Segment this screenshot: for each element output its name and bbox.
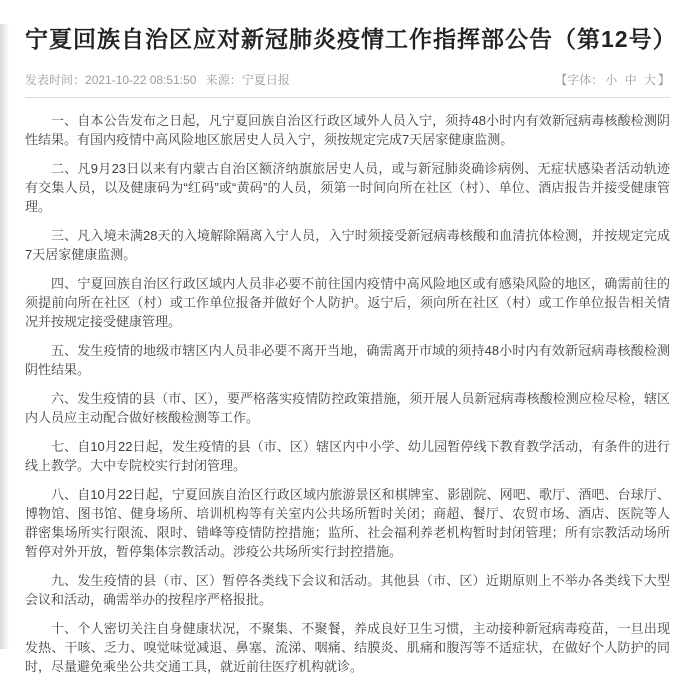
- paragraph: 十、个人密切关注自身健康状况，不聚集、不聚餐，养成良好卫生习惯，主动接种新冠病毒疫苗，一旦出现发热、干咳、乏力、嗅觉味觉减退、鼻塞、流涕、咽痛、结膜炎、肌痛和腹泻等不适症状，在做好个人防护的同时，尽量避免乘坐公共交通工具，就近前往医疗机构就诊。: [25, 621, 670, 675]
- paragraph: 一、自本公告发布之日起，凡宁夏回族自治区行政区域外人员入宁，须持48小时内有效新冠病毒核酸检测阴性结果。有国内疫情中高风险地区旅居史人员入宁，须按规定完成7天居家健康监测。: [25, 113, 670, 148]
- paragraph: 三、凡入境未满28天的入境解除隔离入宁人员，入宁时须接受新冠病毒核酸和血清抗体检测，并按规定完成7天居家健康监测。: [25, 228, 670, 263]
- page-title: 宁夏回族自治区应对新冠肺炎疫情工作指挥部公告（第12号）: [25, 26, 677, 52]
- page-edge-shadow: [0, 24, 9, 649]
- article-body: [25, 111, 670, 676]
- paragraph: 六、发生疫情的县（市、区），要严格落实疫情防控政策措施，须开展人员新冠病毒核酸检测应检尽检，辖区内人员应主动配合做好核酸检测等工作。: [25, 391, 670, 426]
- paragraph: 四、宁夏回族自治区行政区域内人员非必要不前往国内疫情中高风险地区或有感染风险的地区，确需前往的须提前向所在社区（村）或工作单位报备并做好个人防护。返宁后，须向所在社区（村）或工作单位报告相关情况并按规定接受健康管理。: [25, 276, 670, 330]
- meta-row: [25, 71, 670, 98]
- paragraph: 二、凡9月23日以来有内蒙古自治区额济纳旗旅居史人员，或与新冠肺炎确诊病例、无症状感染者活动轨迹有交集人员，以及健康码为“红码”或“黄码”的人员，须第一时间向所在社区（村）、单位、酒店报告并接受健康管理。: [25, 161, 670, 215]
- source-label: 来源：: [205, 73, 242, 88]
- paragraph: 八、自10月22日起，宁夏回族自治区行政区域内旅游景区和棋牌室、影剧院、网吧、歌厅、酒吧、台球厅、博物馆、图书馆、健身场所、培训机构等有关室内公共场所暂时关闭；商超、餐厅、农贸市场、酒店、医院等人群密集场所实行限流、限时、错峰等疫情防控措施；监所、社会福利养老机构暂时封闭管理；所有宗教活动场所暂停对外开放，暂停集体宗教活动。涉疫公共场所实行封控措施。: [25, 487, 670, 560]
- publish-time-label: 发表时间：: [25, 73, 86, 88]
- font-small-button[interactable]: 小: [605, 73, 618, 88]
- font-control-prefix: 【字体：: [555, 73, 604, 88]
- paragraph: 九、发生疫情的县（市、区）暂停各类线下会议和活动。其他县（市、区）近期原则上不举办各类线下大型会议和活动，确需举办的按程序严格报批。: [25, 573, 670, 608]
- source-value: 宁夏日报: [241, 73, 290, 88]
- font-large-button[interactable]: 大: [643, 73, 656, 88]
- paragraph: 五、发生疫情的地级市辖区内人员非必要不离开当地，确需离开市域的须持48小时内有效新冠病毒核酸检测阴性结果。: [25, 343, 670, 378]
- announcement-page: [0, 24, 700, 675]
- publish-time-value: 2021-10-22 08:51:50: [85, 73, 197, 88]
- paragraph: 七、自10月22日起，发生疫情的县（市、区）辖区内中小学、幼儿园暂停线下教育教学活动，有条件的进行线上教学。大中专院校实行封闭管理。: [25, 439, 670, 474]
- font-control-suffix: 】: [657, 73, 670, 88]
- font-size-control: [555, 71, 670, 88]
- publish-info: [25, 71, 290, 88]
- font-medium-button[interactable]: 中: [624, 73, 637, 88]
